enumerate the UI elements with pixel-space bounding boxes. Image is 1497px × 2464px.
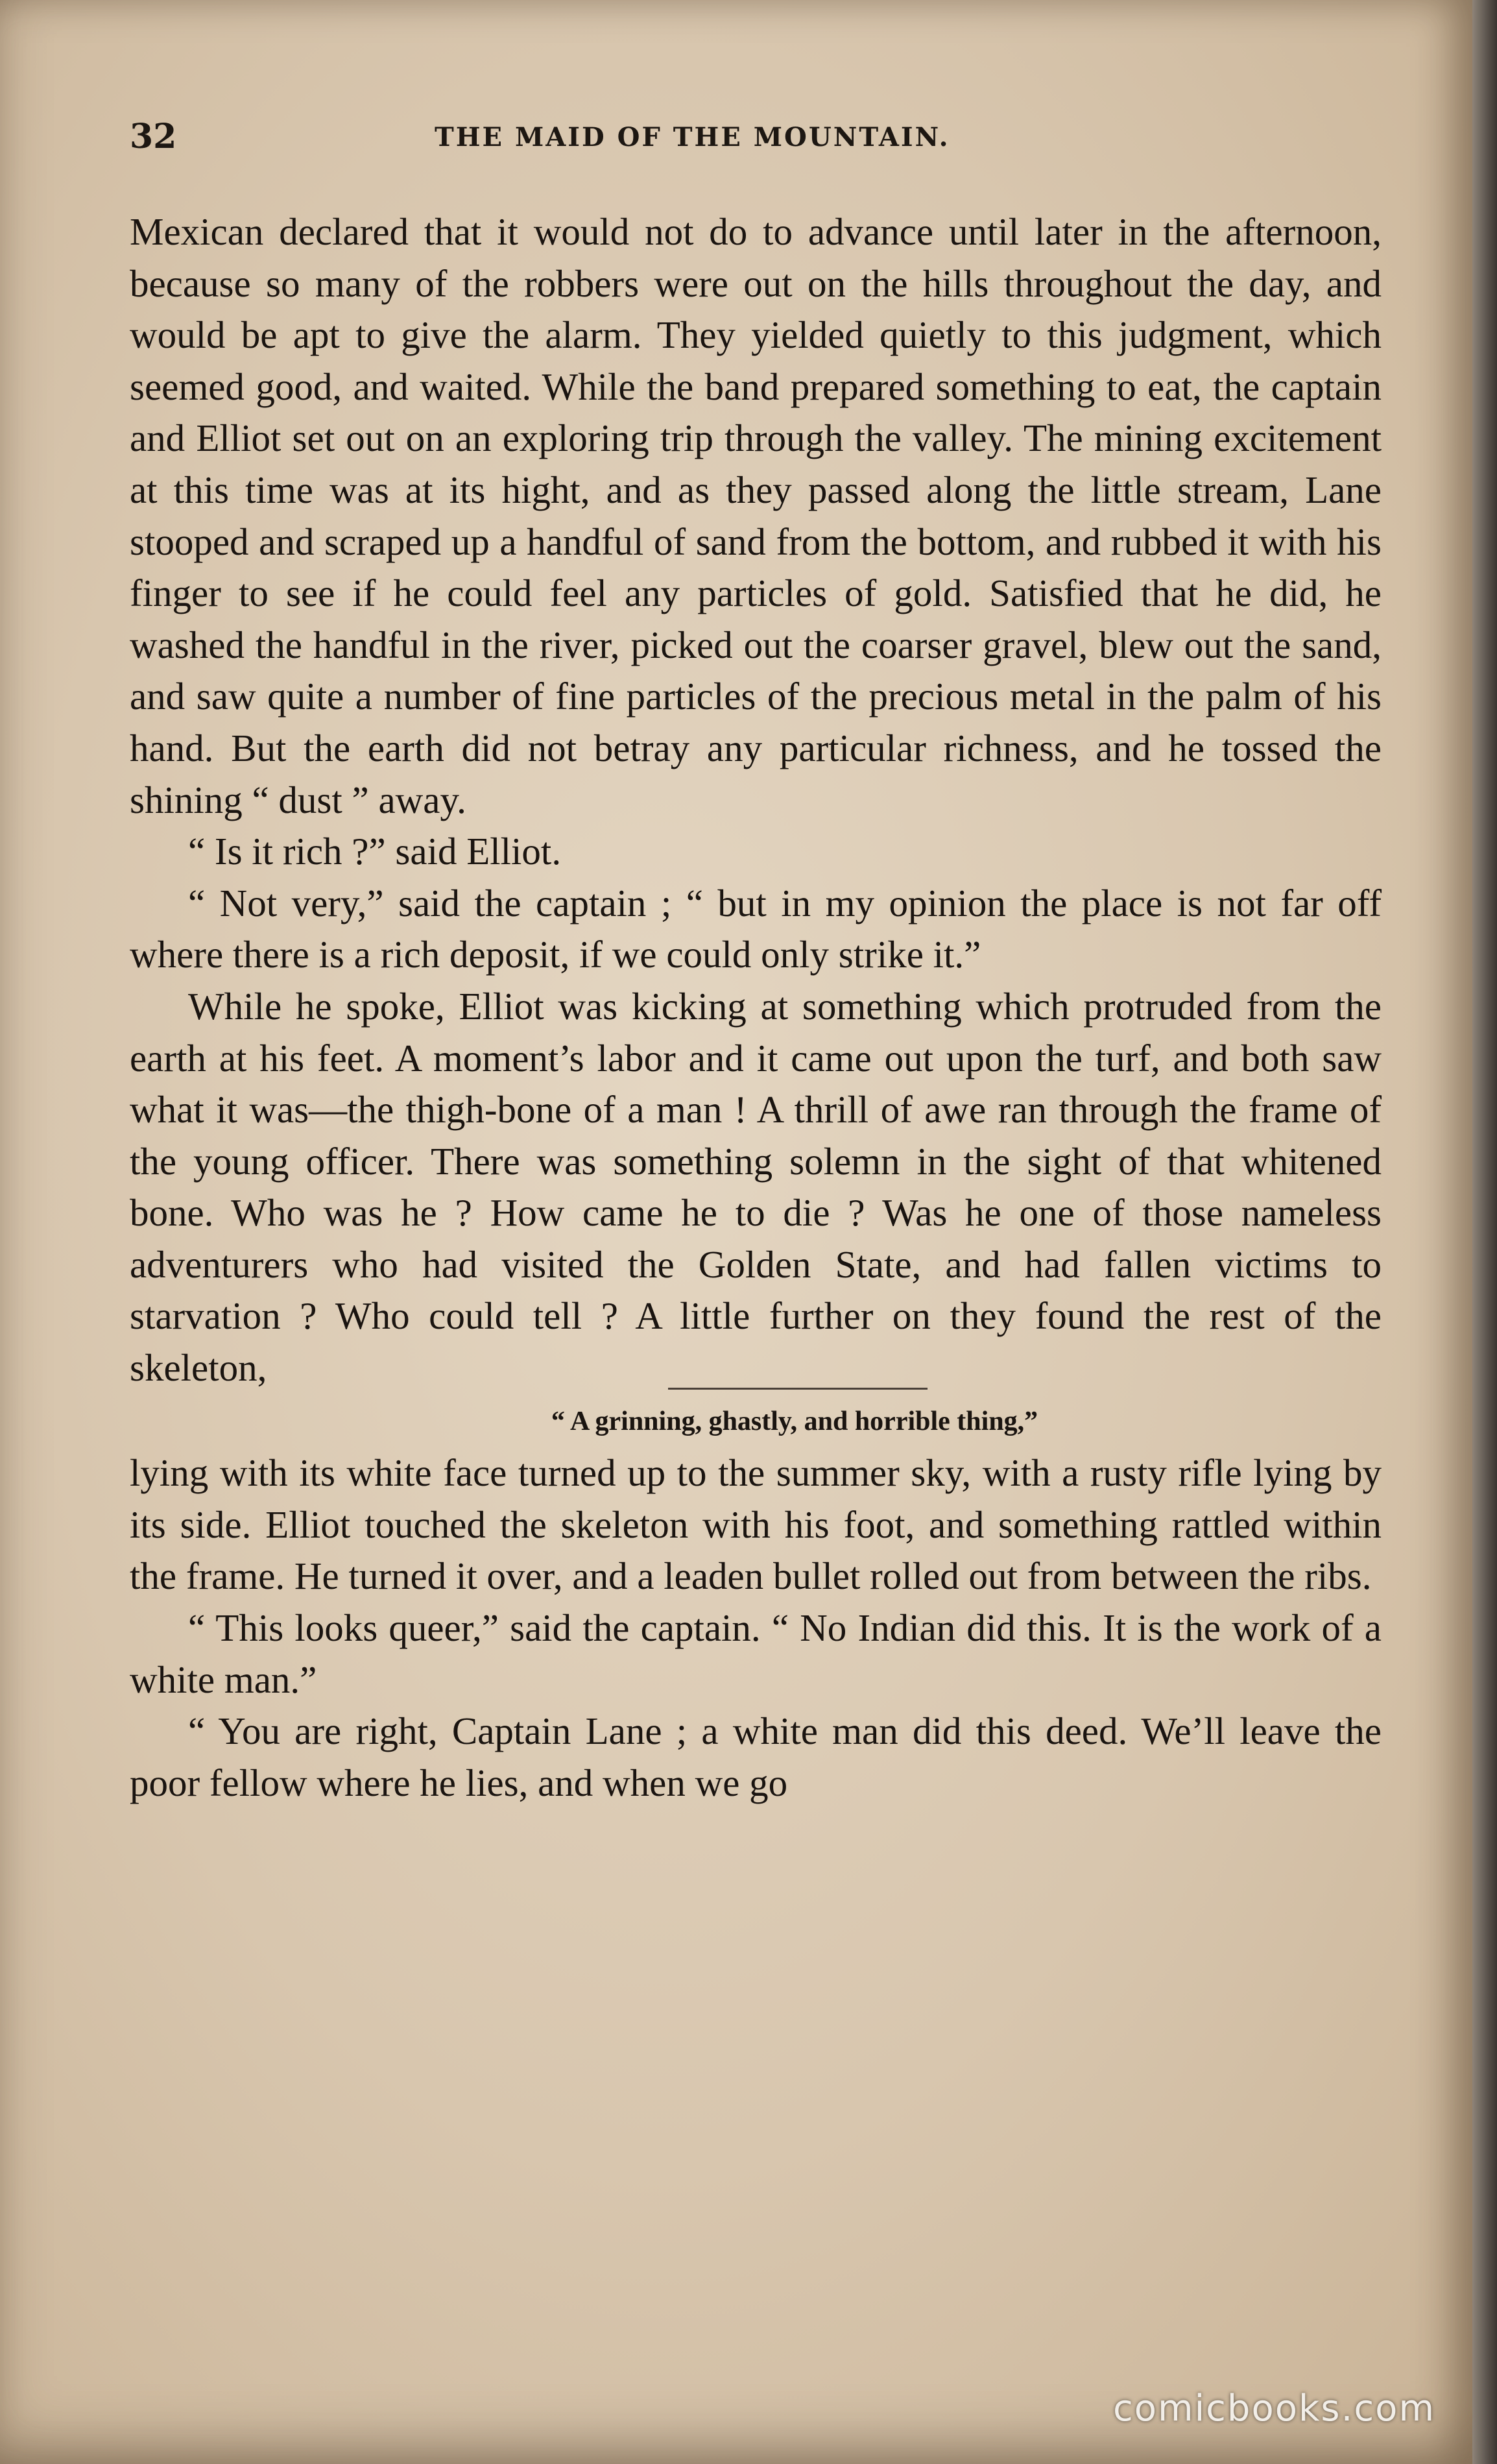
paragraph-captain-reply: “ Not very,” said the captain ; “ but in my opinion the place is not far off where there is a rich deposit, if we could only strike it.” — [130, 881, 1382, 976]
body-text — [130, 206, 1382, 1809]
paragraph-skeleton: lying with its white face turned up to the summer sky, with a rusty rifle lying by its side. Elliot touched the skeleton with his foot, and something rattled within the frame. He turned it over, and a leaden bullet rolled out from between the ribs. — [130, 1451, 1382, 1598]
paragraph-looks-queer: “ This looks queer,” said the captain. “ No Indian did this. It is the work of a white man.” — [130, 1606, 1382, 1701]
running-head — [130, 117, 1388, 162]
page-number: 32 — [130, 117, 177, 156]
watermark: comicbooks.com — [1112, 2387, 1435, 2430]
paragraph-continuation: Mexican declared that it would not do to advance until later in the afternoon, because so many of the robbers were out on the hills throughout the day, and would be apt to give the alarm. They yielded quietly to this judgment, which seemed good, and waited. While the band prepared something to eat, the captain and Elliot set out on an exploring trip through the valley. The mining excitement at this time was at its hight, and as they passed along the little stream, Lane stooped and scraped up a handful of sand from the bottom, and rubbed it with his finger to see if he could feel any particles of gold. Satisfied that he did, he washed the handful in the river, picked out the coarser gravel, blew out the sand, and saw quite a number of fine particles of the precious metal in the palm of his hand. But the earth did not betray any particular richness, and he tossed the shining “ dust ” away. — [130, 210, 1382, 821]
running-title: THE MAID OF THE MOUNTAIN. — [435, 122, 950, 152]
paragraph-white-man: “ You are right, Captain Lane ; a white man did this deed. We’ll leave the poor fellow where he lies, and when we go — [130, 1709, 1382, 1804]
page-edge — [1472, 0, 1497, 2464]
quotation-line: “ A grinning, ghastly, and horrible thing,” — [551, 1406, 1038, 1436]
paragraph-thigh-bone: While he spoke, Elliot was kicking at something which protruded from the earth at his feet. A moment’s labor and it came out upon the turf, and both saw what it was—the thigh-bone of a man ! A thrill of awe ran through the frame of the young officer. There was something solemn in the sight of that whitened bone. Who was he ? How came he to die ? Was he one of those nameless adventurers who had visited the Golden State, and had fallen victims to starvation ? Who could tell ? A little further on they found the rest of the skeleton, — [130, 984, 1382, 1390]
paragraph-elliot-question: “ Is it rich ?” said Elliot. — [188, 830, 562, 873]
quote-rule — [668, 1388, 928, 1390]
